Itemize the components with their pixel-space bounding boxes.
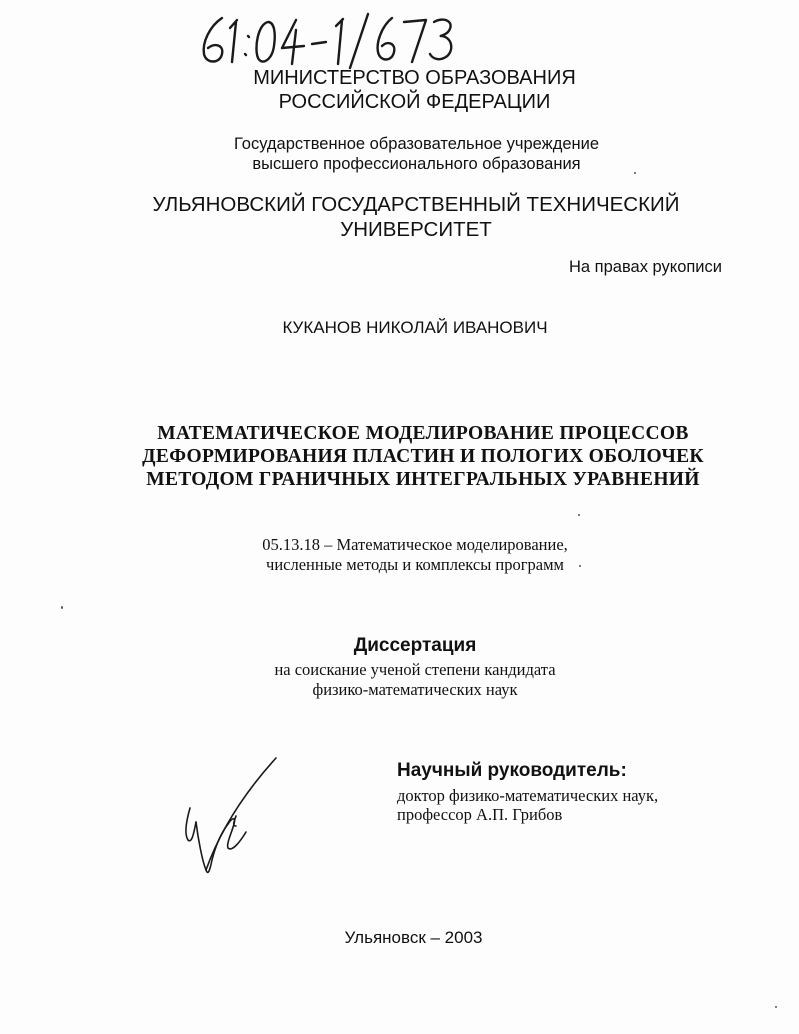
title-line-2: ДЕФОРМИРОВАНИЯ ПЛАСТИН И ПОЛОГИХ ОБОЛОЧЕК [142,446,704,467]
ministry-line-1: МИНИСТЕРСТВО ОБРАЗОВАНИЯ [253,67,576,89]
scan-speck [579,565,581,567]
ministry-line-2: РОССИЙСКОЙ ФЕДЕРАЦИИ [278,91,551,113]
specialty-line-2: численные методы и комплексы программ [266,555,564,574]
scan-speck [634,172,636,174]
scan-speck [578,514,580,516]
degree-line-2: физико-математических наук [312,680,518,699]
degree-block [0,660,799,700]
handwritten-archive-code [192,8,467,70]
title-line-3: МЕТОДОМ ГРАНИЧНЫХ ИНТЕГРАЛЬНЫХ УРАВНЕНИЙ [146,469,700,490]
institution-line-1: Государственное образовательное учреждение [233,135,600,153]
specialty-block [0,535,799,575]
rights-note: На правах рукописи [569,258,722,276]
university-block [0,192,799,242]
ministry-block [0,66,799,114]
handwritten-signature [176,752,286,890]
university-line-2: УНИВЕРСИТЕТ [340,218,492,241]
university-line-1: УЛЬЯНОВСКИЙ ГОСУДАРСТВЕННЫЙ ТЕХНИЧЕСКИЙ [152,193,680,216]
scan-speck [61,606,63,609]
dissertation-heading: Диссертация [353,635,477,656]
title-line-1: МАТЕМАТИЧЕСКОЕ МОДЕЛИРОВАНИЕ ПРОЦЕССОВ [157,423,689,444]
dissertation-title [0,422,799,491]
supervisor-degree: доктор физико-математических наук, [397,786,659,805]
author-name: КУКАНОВ НИКОЛАЙ ИВАНОВИЧ [282,318,548,337]
institution-line-2: высшего профессионального образования [252,155,581,173]
degree-line-1: на соискание ученой степени кандидата [274,660,556,679]
institution-block [0,134,799,174]
supervisor-heading: Научный руководитель: [397,760,627,781]
specialty-line-1: 05.13.18 – Математическое моделирование, [262,535,568,554]
city-year: Ульяновск – 2003 [344,928,483,947]
scan-speck [775,1006,777,1008]
supervisor-name: профессор А.П. Грибов [397,805,563,824]
